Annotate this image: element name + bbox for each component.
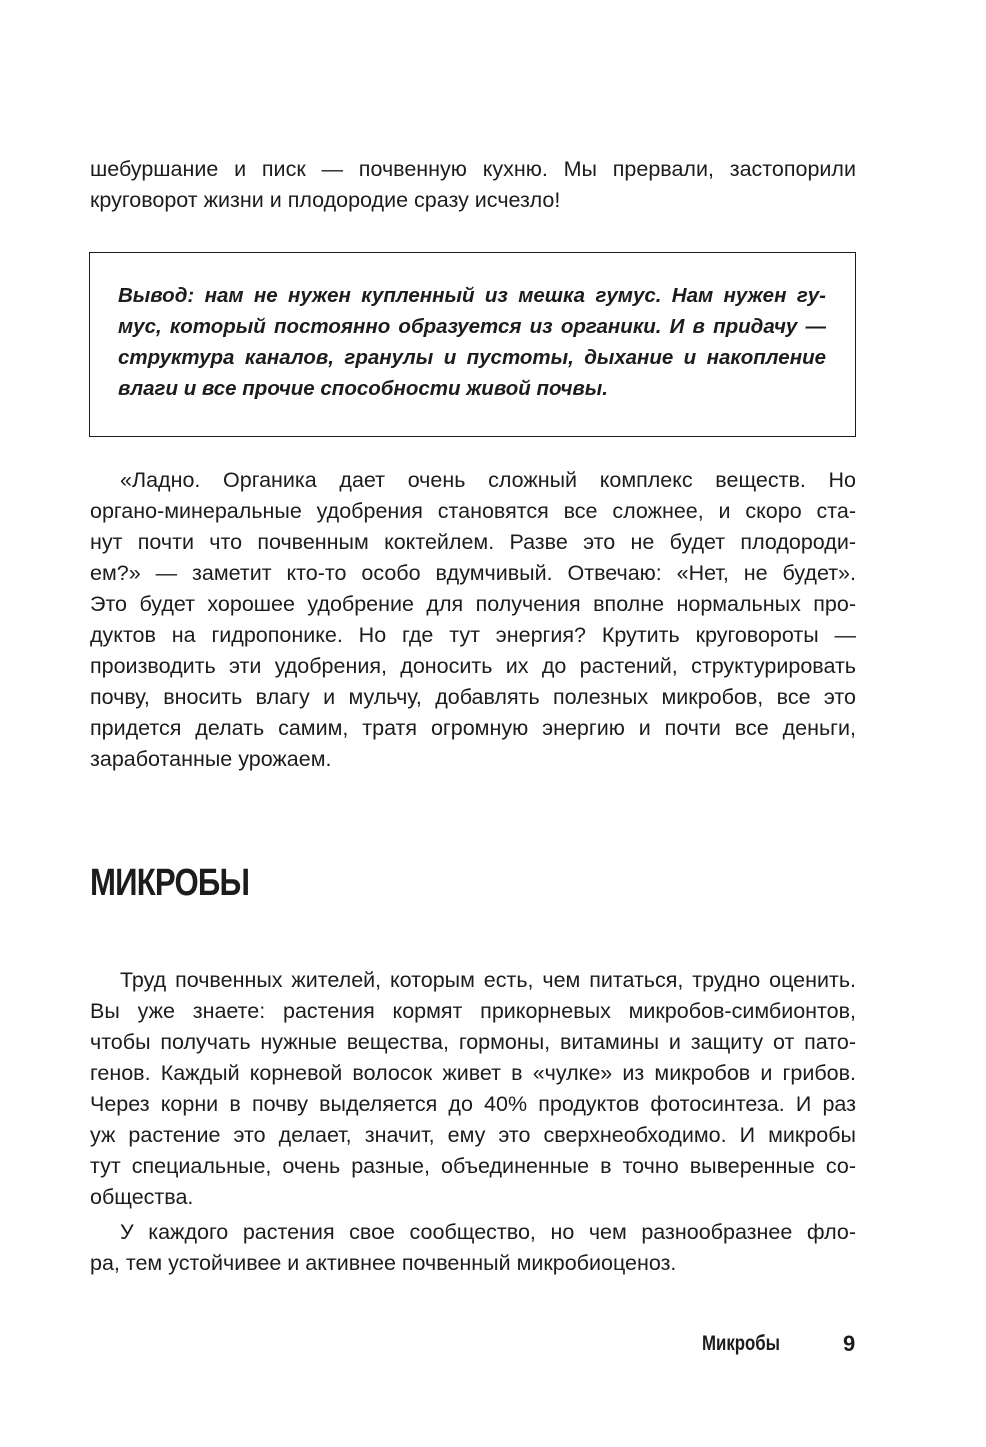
body-text-line: придется делать самим, тратя огромную энергию и почти все деньги, — [90, 716, 856, 740]
body-text-line: общества. — [90, 1185, 194, 1209]
body-text-line: круговорот жизни и плодородие сразу исчезло! — [90, 188, 561, 212]
body-text-line: заработанные урожаем. — [90, 747, 332, 771]
body-text-line: Это будет хорошее удобрение для получения вполне нормальных про- — [90, 592, 856, 616]
callout-text-line: Вывод: нам не нужен купленный из мешка гумус. Нам нужен гу- — [118, 284, 826, 307]
body-text-line: почву, вносить влагу и мульчу, добавлять полезных микробов, все это — [90, 685, 856, 709]
body-text-line: У каждого растения свое сообщество, но чем разнообразнее фло- — [120, 1220, 856, 1244]
running-footer-title: Микробы — [702, 1332, 780, 1355]
body-text-line: нут почти что почвенным коктейлем. Разве это не будет плодороди- — [90, 530, 856, 554]
body-text-line: шебуршание и писк — почвенную кухню. Мы прервали, застопорили — [90, 157, 856, 181]
conclusion-callout-box — [89, 252, 856, 437]
body-text-line: генов. Каждый корневой волосок живет в «чулке» из микробов и грибов. — [90, 1061, 856, 1085]
body-text-line: «Ладно. Органика дает очень сложный комплекс веществ. Но — [120, 468, 856, 492]
callout-text-line: структура каналов, гранулы и пустоты, дыхание и накопление — [118, 346, 826, 369]
section-heading: МИКРОБЫ — [90, 862, 250, 904]
body-text-line: Труд почвенных жителей, которым есть, чем питаться, трудно оценить. — [120, 968, 856, 992]
body-text-line: Вы уже знаете: растения кормят прикорневых микробов-симбионтов, — [90, 999, 856, 1023]
body-text-line: органо-минеральные удобрения становятся все сложнее, и скоро ста- — [90, 499, 856, 523]
callout-text-line: влаги и все прочие способности живой почвы. — [118, 377, 608, 400]
body-text-line: уж растение это делает, значит, ему это сверхнеобходимо. И микробы — [90, 1123, 856, 1147]
body-text-line: ем?» — заметит кто-то особо вдумчивый. Отвечаю: «Нет, не будет». — [90, 561, 856, 585]
page-number: 9 — [843, 1331, 856, 1356]
body-text-line: ра, тем устойчивее и активнее почвенный микробиоценоз. — [90, 1251, 677, 1275]
callout-text-line: мус, который постоянно образуется из органики. И в придачу — — [118, 315, 826, 338]
body-text-line: тут специальные, очень разные, объединенные в точно выверенные со- — [90, 1154, 856, 1178]
body-text-line: чтобы получать нужные вещества, гормоны, витамины и защиту от пато- — [90, 1030, 856, 1054]
body-text-line: дуктов на гидропонике. Но где тут энергия? Крутить круговороты — — [90, 623, 856, 647]
body-text-line: производить эти удобрения, доносить их до растений, структурировать — [90, 654, 856, 678]
body-text-line: Через корни в почву выделяется до 40% продуктов фотосинтеза. И раз — [90, 1092, 856, 1116]
